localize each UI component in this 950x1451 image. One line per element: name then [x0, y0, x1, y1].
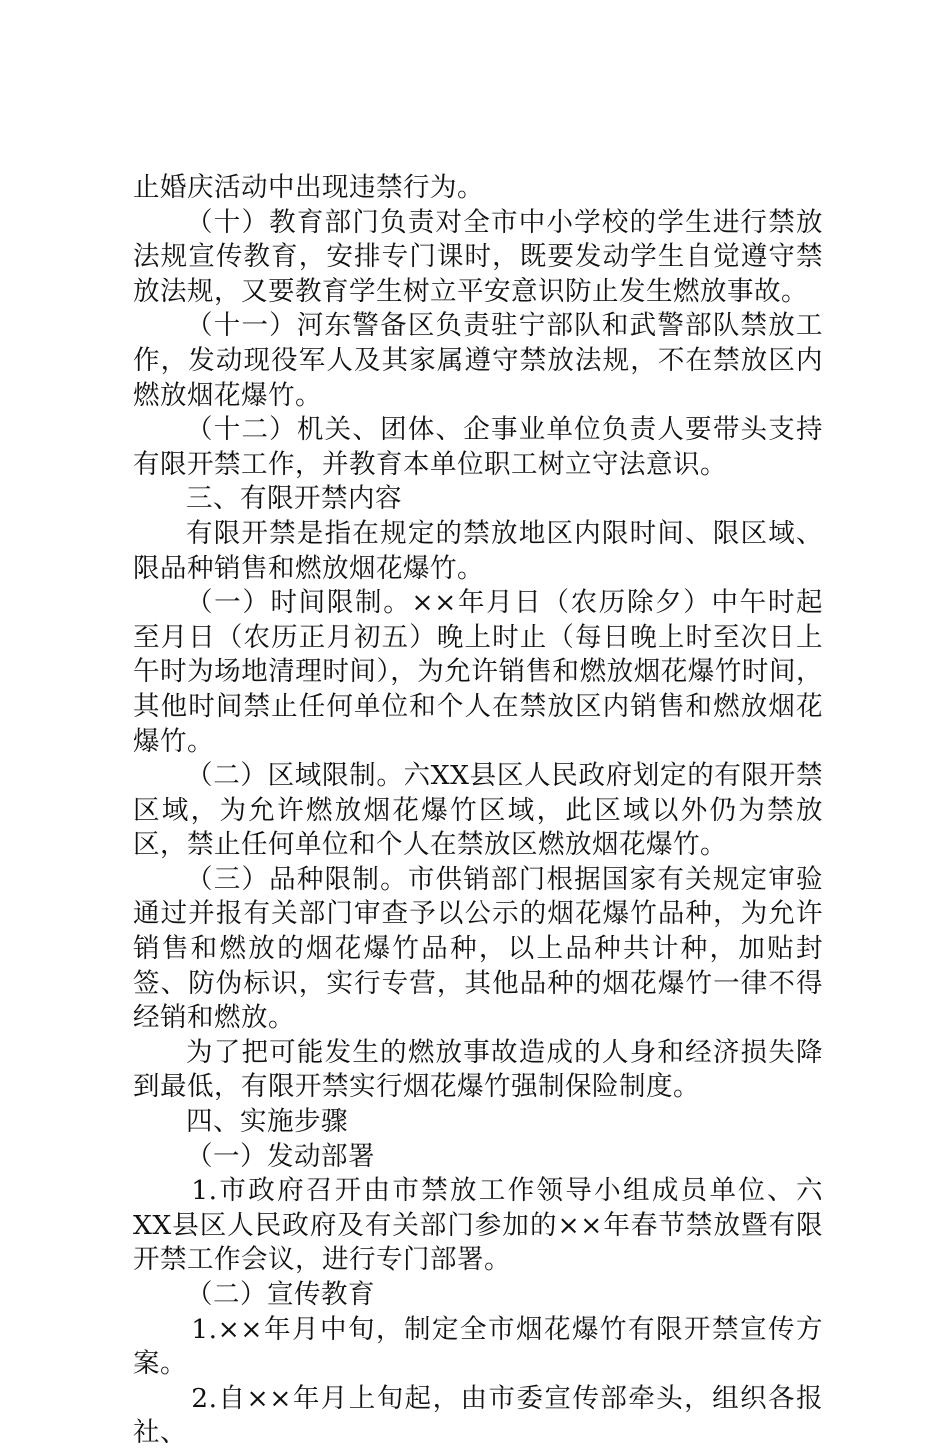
section-heading-3: 三、有限开禁内容: [186, 483, 402, 515]
paragraph-continuation: 止婚庆活动中出现违禁行为。: [133, 172, 484, 203]
section-heading-4: 四、实施步骤: [186, 1106, 348, 1138]
paragraph-item-10: （十）教育部门负责对全市中小学校的学生进行禁放法规宣传教育，安排专门课时，既要发动学生自觉遵守禁放法规，又要教育学生树立平安意识防止发生燃放事故。: [133, 206, 823, 307]
paragraph-variety-limit: （三）品种限制。市供销部门根据国家有关规定审验通过并报有关部门审查予以公示的烟花爆竹品种，为允许销售和燃放的烟花爆竹品种，以上品种共计种，加贴封签、防伪标识，实行专营，其他品种的烟花爆竹一律不得经销和燃放。: [133, 863, 823, 1034]
paragraph-publicity-1: 1.××年月中旬，制定全市烟花爆竹有限开禁宣传方案。: [133, 1313, 823, 1380]
paragraph-item-11: （十一）河东警备区负责驻宁部队和武警部队禁放工作，发动现役军人及其家属遵守禁放法规，不在禁放区内燃放烟花爆竹。: [133, 310, 823, 411]
paragraph-definition: 有限开禁是指在规定的禁放地区内限时间、限区域、限品种销售和燃放烟花爆竹。: [133, 517, 823, 584]
subheading-publicity: （二）宣传教育: [186, 1279, 375, 1310]
paragraph-time-limit: （一）时间限制。××年月日（农历除夕）中午时起至月日（农历正月初五）晚上时止（每日晚上时至次日上午时为场地清理时间），为允许销售和燃放烟花爆竹时间，其他时间禁止任何单位和个人在禁放区内销售和燃放烟花爆竹。: [133, 587, 823, 757]
subheading-deployment: （一）发动部署: [186, 1140, 375, 1172]
paragraph-publicity-2: 2.自××年月上旬起，由市委宣传部牵头，组织各报社、: [133, 1382, 823, 1449]
paragraph-item-12: （十二）机关、团体、企事业单位负责人要带头支持有限开禁工作，并教育本单位职工树立守法意识。: [133, 414, 823, 480]
document-body: [133, 171, 823, 1451]
paragraph-area-limit: （二）区域限制。六XX县区人民政府划定的有限开禁区域，为允许燃放烟花爆竹区域，此区域以外仍为禁放区，禁止任何单位和个人在禁放区燃放烟花爆竹。: [133, 760, 823, 861]
paragraph-step-1: 1.市政府召开由市禁放工作领导小组成员单位、六XX县区人民政府及有关部门参加的××年春节禁放暨有限开禁工作会议，进行专门部署。: [133, 1175, 823, 1276]
paragraph-insurance: 为了把可能发生的燃放事故造成的人身和经济损失降到最低，有限开禁实行烟花爆竹强制保险制度。: [133, 1036, 823, 1103]
